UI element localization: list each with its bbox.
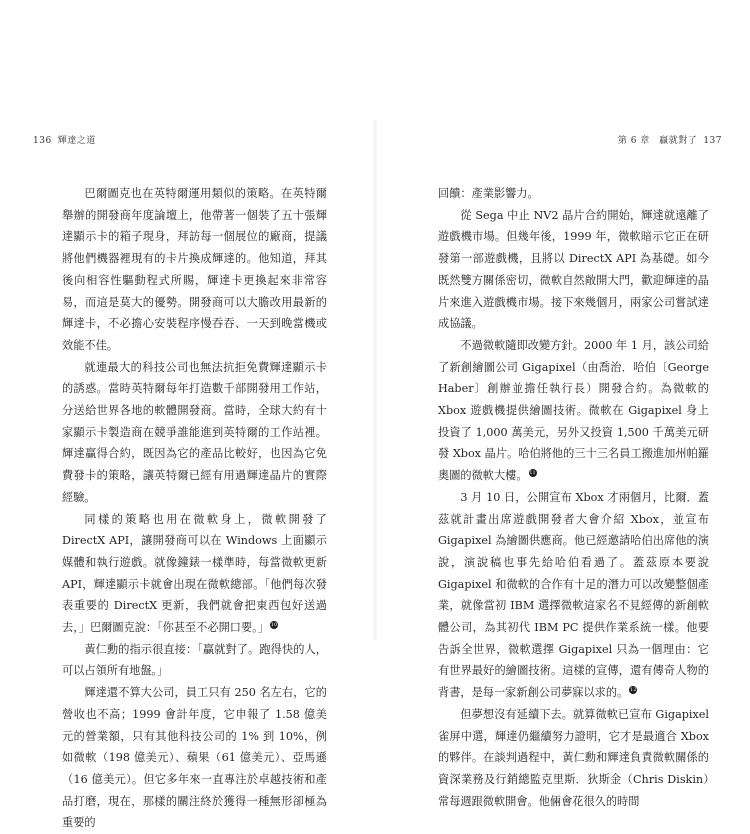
endnote-marker: 12: [630, 687, 637, 694]
paragraph: 回饋：產業影響力。: [438, 187, 539, 200]
paragraph: 從 Sega 中止 NV2 晶片合約開始，輝達就遠離了遊戲機市場。但幾年後，1999 年，微軟暗示它正在研發第一部遊戲機，且將以 DirectX API 為基礎。如今既然雙方關係密切，微軟自然敞開大門，歡迎輝達的晶片來進入遊戲機市場。接下來幾個月，兩家公司嘗試達成協議。: [438, 208, 709, 331]
left-running-head: [33, 133, 102, 146]
endnote-marker: 10: [270, 622, 278, 629]
left-page: [0, 0, 375, 830]
paragraph: 巴爾圖克也在英特爾運用類似的策略。在英特爾舉辦的開發商年度論壇上，他帶著一個裝了五十張輝達顯示卡的箱子現身，拜訪每一個展位的廠商，提議將他們機器裡現有的卡片換成輝達的。他知道，拜其後向相容性驅動程式所賜，輝達卡更換起來非常容易，而這是莫大的優勢。開發商可以大膽改用最新的輝達卡，不必擔心安裝程序慢吞吞、一天到晚當機或效能不佳。: [62, 187, 327, 352]
paragraph-text: 3 月 10 日，公開宣布 Xbox 才兩個月，比爾．蓋茲就計畫出席遊戲開發者大會介紹 Xbox，並宣布 Gigapixel 為繪圖供應商。他已經邀請哈伯出席他的演說，演說稿也事先給哈伯看過了。蓋茲原本要說 Gigapixel 和微軟的合作有十足的潛力可以改變整個產業，就像當初 IBM 選擇微軟這家名不見經傳的新創軟體公司，為其初代 IBM PC 提供作業系統一樣。他要告訴全世界，微軟選擇 Gigapixel 只為一個理由：它有世界最好的繪圖技術。這樣的宣傳，還有傳奇人物的背書，是每一家新創公司夢寐以求的。: [438, 490, 709, 700]
paragraph: [62, 509, 327, 639]
left-page-number: 136: [33, 136, 52, 146]
paragraph: 黃仁勳的指示很直接：「贏就對了。跑得快的人，可以占領所有地盤。」: [62, 642, 327, 678]
paragraph: 但夢想沒有延續下去。就算微軟已宣布 Gigapixel 雀屏中選，輝達仍繼續努力證明，它才是最適合 Xbox 的夥伴。在談判過程中，黃仁勳和輝達負責微軟關係的資深業務及行銷總監克里斯．狄斯金（Chris Diskin）常每週跟微軟開會。他倆會花很久的時間: [438, 707, 709, 808]
paragraph: 輝達還不算大公司，員工只有 250 名左右，它的營收也不高；1999 會計年度，它申報了 1.58 億美元的營業額，只有其他科技公司的 1% 到 10%，例如微軟（198 億美元）、蘋果（61 億美元）、亞馬遜（16 億美元）。但它多年來一直專注於卓越技術和產品打磨，現在，那樣的關注終於獲得一種無形卻極為重要的: [62, 686, 327, 830]
paragraph-text: 不過微軟隨即改變方針。2000 年 1 月，該公司給了新創繪圖公司 Gigapixel（由喬治．哈伯〔George Haber〕創辦並擔任執行長）開發合約。為微軟的 Xbox 遊戲機提供繪圖技術。微軟在 Gigapixel 身上投資了 1,000 萬美元，另外又投資 1,500 千萬美元研發 Xbox 晶片。哈伯將他的三十三名員工搬進加州帕羅奧圖的微軟大樓。: [438, 338, 709, 483]
endnote-marker: 11: [529, 470, 536, 477]
left-running-title: 輝達之道: [57, 136, 96, 146]
right-body-text: [438, 183, 709, 812]
right-running-head: [612, 133, 722, 146]
right-page: [375, 0, 750, 808]
right-running-title: 第 6 章 贏就對了: [617, 136, 698, 146]
paragraph: [438, 487, 709, 704]
right-page-number: 137: [703, 136, 722, 146]
paragraph: 就連最大的科技公司也無法抗拒免費輝達顯示卡的誘惑。當時英特爾每年打造數千部開發用工作站，分送給世界各地的軟體開發商。當時，全球大約有十家顯示卡製造商在競爭誰能進到英特爾的工作站裡。輝達贏得合約，既因為它的產品比較好，也因為它免費發卡的策略，讓英特爾已經有用過輝達晶片的實際經驗。: [62, 360, 327, 504]
left-body-text: [62, 183, 327, 834]
paragraph-text: 同樣的策略也用在微軟身上，微軟開發了 DirectX API，讓開發商可以在 Windows 上面顯示媒體和執行遊戲。就像鐘錶一樣準時，每當微軟更新 API，輝達顯示卡就會出現在微軟總部。「他們每次發表重要的 DirectX 更新，我們就會把東西包好送過去，」巴爾圖克說：「你甚至不必開口要。」: [62, 512, 327, 635]
paragraph: [438, 335, 709, 487]
